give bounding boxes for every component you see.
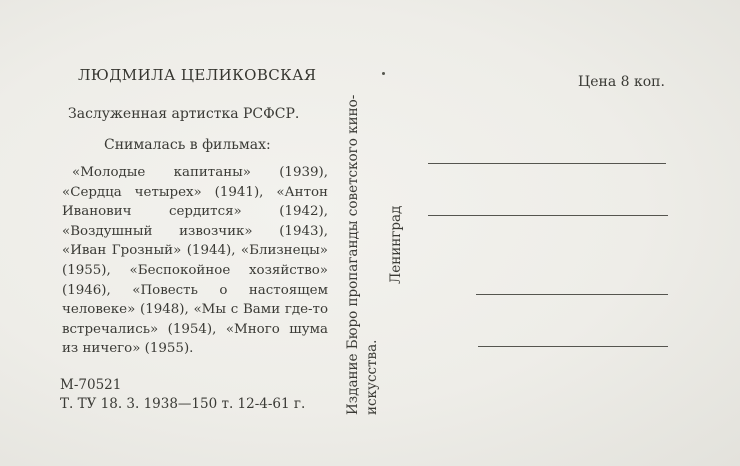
printing-details: Т. ТУ 18. 3. 1938—150 т. 12-4-61 г.: [60, 396, 306, 412]
actress-name: ЛЮДМИЛА ЦЕЛИКОВСКАЯ: [78, 66, 317, 84]
print-code: М-70521: [60, 377, 122, 393]
filmography-heading: Снималась в фильмах:: [104, 137, 271, 153]
print-dot: [382, 72, 385, 75]
address-line-2: [428, 215, 668, 216]
address-line-3: [476, 294, 668, 295]
address-line-4: [478, 346, 668, 347]
publisher-line-2: искусства.: [364, 339, 380, 415]
publisher-imprint: [344, 95, 382, 415]
filmography-text: [62, 163, 328, 359]
publisher-line-1: Издание Бюро пропаганды советского кино-: [345, 94, 361, 415]
address-line-1: [428, 163, 666, 164]
filmography-list: «Молодые капитаны» (1939), «Сердца четырех» (1941), «Антон Иванович сердится» (1942), «Воздушный извозчик» (1943), «Иван Грозный» (1944), «Близнецы» (1955), «Беспокойное хозяйство» (1946), «Повесть о настоящем человеке» (1948), «Мы с Вами где-то встречались» (1954), «Много шума из ничего» (1955).: [62, 165, 328, 357]
publisher-city: Ленинград: [388, 205, 404, 284]
price-label: Цена 8 коп.: [578, 74, 665, 90]
honorary-title: Заслуженная артистка РСФСР.: [68, 106, 300, 122]
